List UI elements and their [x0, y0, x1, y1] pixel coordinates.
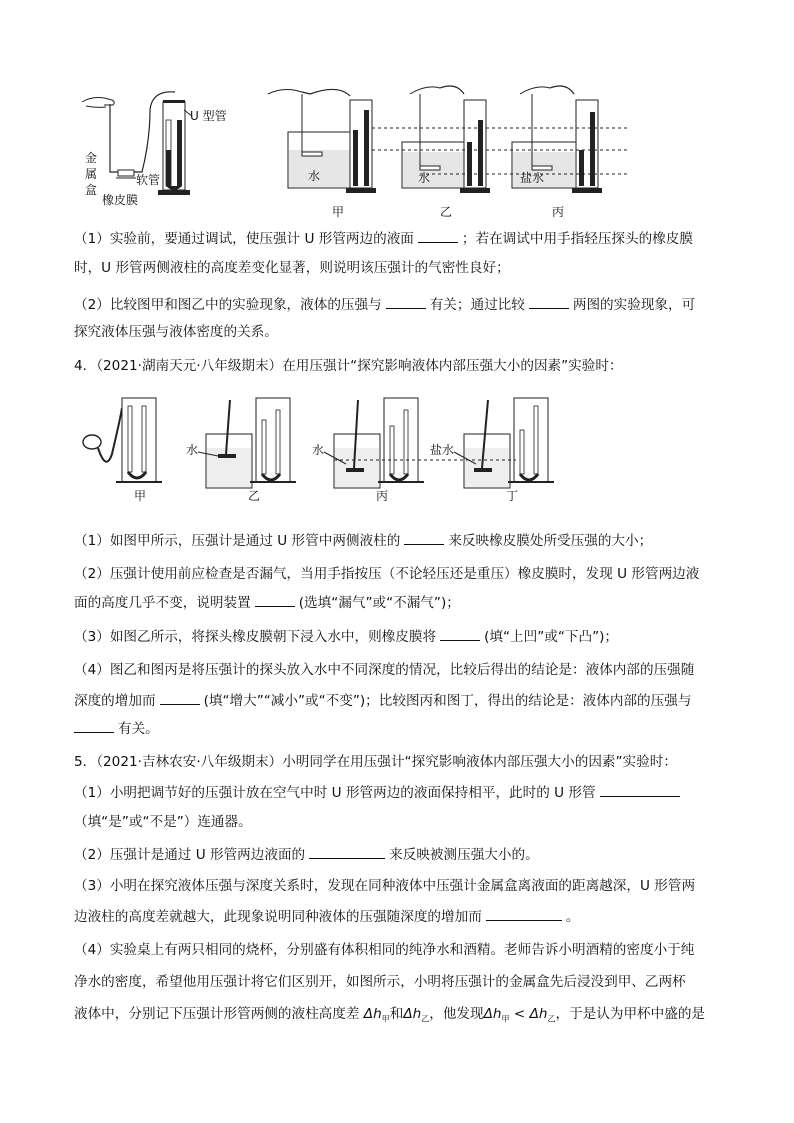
setup-c [512, 86, 602, 219]
symbol-delta-h-a: $\Delta h_甲$ [363, 1006, 390, 1024]
caption-4-d: 丁 [506, 489, 519, 503]
q5-stem: 5．（2021·吉林农安·八年级期末）小明同学在用压强计“探究影响液体内部压强大小的因素”实验时： [74, 754, 677, 770]
q4-line-3: 面的高度几乎不变，说明装置 (选填“漏气”或“不漏气”)； [74, 592, 460, 613]
q4-stem: 4．（2021·湖南天元·八年级期末）在用压强计“探究影响液体内部压强大小的因素”实验时： [74, 358, 623, 374]
gauge-d [430, 398, 554, 503]
label-metal-2: 属 [85, 167, 98, 181]
hose [110, 104, 128, 172]
q3-line-4: 探究液体压强与液体密度的关系。 [74, 324, 278, 340]
beaker-label-b: 水 [418, 171, 431, 185]
q5-line-5: 边液柱的高度差就越大，此现象说明同种液体的压强随深度的增加而 。 [74, 906, 579, 927]
q4-line-6: 深度的增加而 (填“增大”“减小”或“不变”)；比较图丙和图丁，得出的结论是：液体内部的压强与 [74, 690, 691, 711]
symbol-delta-h-d: $\Delta h_乙$ [529, 1006, 556, 1024]
caption-b: 乙 [440, 205, 453, 219]
label-membrane: 橡皮膜 [102, 193, 139, 207]
q5-line-6: （4）实验桌上有两只相同的烧杯，分别盛有体积相同的纯净水和酒精。老师告诉小明酒精的密度小于纯 [74, 942, 695, 958]
q3-line-2: 时，U 形管两侧液柱的高度差变化显著，则说明该压强计的气密性良好； [74, 260, 510, 276]
blank-1[interactable] [418, 228, 458, 243]
caption-4-c: 丙 [376, 489, 389, 503]
q3-line-3: （2）比较图甲和图乙中的实验现象，液体的压强与 有关；通过比较 两图的实验现象，可 [74, 294, 695, 315]
beaker-label-a: 水 [308, 169, 321, 183]
symbol-delta-h-b: $\Delta h_乙$ [403, 1006, 430, 1024]
q4-line-5: （4）图乙和图丙是将压强计的探头放入水中不同深度的情况，比较后得出的结论是：液体内部的压强随 [74, 662, 695, 678]
q5-line-3: （2）压强计是通过 U 形管两边液面的 来反映被测压强大小的。 [74, 844, 539, 865]
caption-4-a: 甲 [134, 489, 147, 503]
gauge-c [312, 398, 424, 503]
caption-a: 甲 [332, 205, 345, 219]
label-4-saltwater: 盐水 [430, 443, 455, 457]
q5-line-4: （3）小明在探究液体压强与深度关系时，发现在同种液体中压强计金属盒离液面的距离越深，U 形管两 [74, 878, 696, 894]
q4-line-2: （2）压强计使用前应检查是否漏气，当用手指按压（不论轻压还是重压）橡皮膜时，发现 U 形管两边液 [74, 566, 700, 582]
q5-line-2: （填“是”或“不是”）连通器。 [74, 814, 252, 830]
symbol-delta-h-c: $\Delta h_甲$ [483, 1006, 510, 1024]
caption-4-b: 乙 [248, 489, 261, 503]
label-metal-1: 金 [85, 151, 98, 165]
beaker-label-c: 盐水 [520, 171, 545, 185]
setup-b [402, 86, 490, 219]
figure-pressure-gauge-set-1 [80, 80, 640, 220]
blank-11[interactable] [486, 906, 562, 921]
blank-5[interactable] [255, 592, 295, 607]
gauge-b [186, 398, 296, 503]
q5-line-7: 净水的密度，希望他用压强计将它们区别开，如图所示，小明将压强计的金属盒先后浸没到甲、乙两杯 [74, 974, 686, 990]
blank-4[interactable] [404, 530, 444, 545]
figure-pressure-gauge-set-2 [76, 390, 556, 520]
blank-8[interactable] [74, 718, 114, 733]
q4-line-7: 有关。 [74, 718, 159, 739]
label-4-water-2: 水 [312, 443, 325, 457]
q5-line-8: 液体中，分别记下压强计形管两侧的液柱高度差 $\Delta h_甲$和$\Delta h_乙$，他发现$\Delta h_甲 < \Delta h_乙$，于是认为甲杯中盛的是 [74, 1006, 706, 1024]
blank-9[interactable] [600, 782, 680, 797]
blank-3[interactable] [529, 294, 569, 309]
caption-c: 丙 [552, 205, 565, 219]
u-tube-1 [158, 100, 190, 195]
q4-line-1: （1）如图甲所示，压强计是通过 U 形管中两侧液柱的 来反映橡皮膜处所受压强的大小； [74, 530, 652, 551]
q5-line-1: （1）小明把调节好的压强计放在空气中时 U 形管两边的液面保持相平，此时的 U 形管 [74, 782, 684, 803]
label-utube: U 型管 [190, 109, 227, 123]
blank-2[interactable] [386, 294, 426, 309]
q3-line-1: （1）实验前，要通过调试，使压强计 U 形管两边的液面 ；若在调试中用手指轻压探头的橡皮膜 [74, 228, 693, 249]
setup-a [268, 89, 376, 219]
blank-6[interactable] [440, 626, 480, 641]
gauge-a [83, 398, 162, 503]
label-hose: 软管 [136, 173, 161, 187]
q4-line-4: （3）如图乙所示，将探头橡皮膜朝下浸入水中，则橡皮膜将 (填“上凹”或“下凸”)； [74, 626, 618, 647]
label-4-water-1: 水 [186, 443, 199, 457]
label-metal-3: 盒 [85, 183, 98, 197]
blank-7[interactable] [160, 690, 200, 705]
blank-10[interactable] [309, 844, 385, 859]
metal-box [118, 170, 134, 176]
